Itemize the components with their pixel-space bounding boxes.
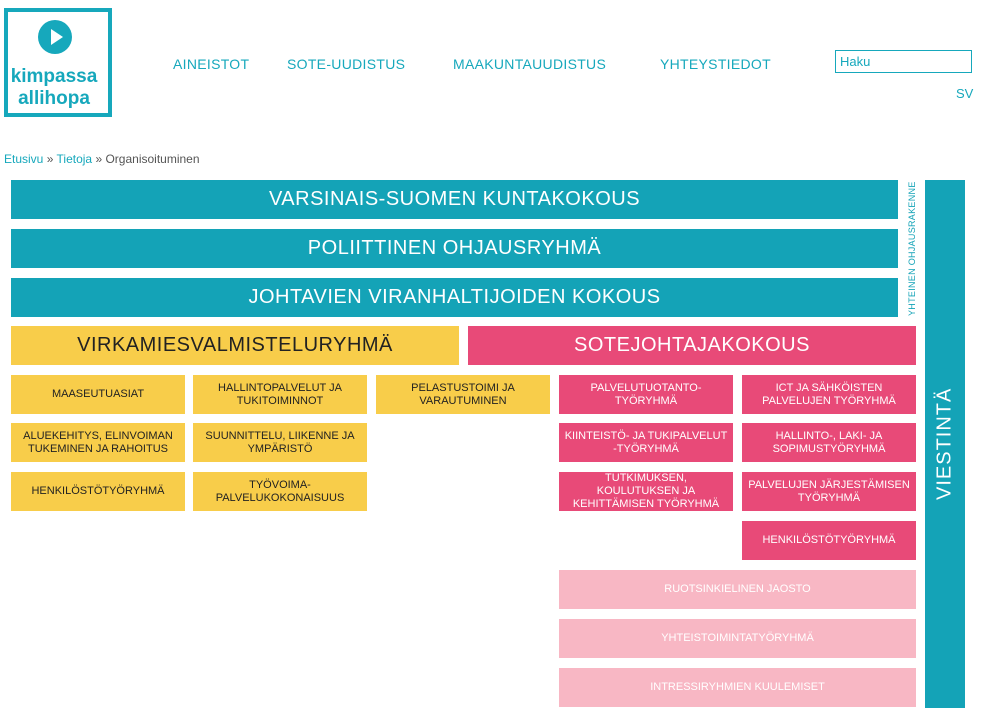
org-group-ict: ICT JA SÄHKÖISTEN PALVELUJEN TYÖRYHMÄ	[742, 375, 916, 414]
breadcrumb-section[interactable]: Tietoja	[56, 152, 93, 166]
org-header-virkamiesvalmisteluryhma: VIRKAMIESVALMISTELURYHMÄ	[11, 326, 459, 365]
breadcrumb-separator: »	[95, 152, 103, 166]
org-box-kuntakokous: VARSINAIS-SUOMEN KUNTAKOKOUS	[11, 180, 898, 219]
org-box-viestinta: VIESTINTÄ	[925, 180, 965, 708]
org-box-poliittinen-ohjausryhma: POLIITTINEN OHJAUSRYHMÄ	[11, 229, 898, 268]
org-row-ruotsinkielinen-jaosto: RUOTSINKIELINEN JAOSTO	[559, 570, 916, 609]
org-group-tyovoimapalvelu: TYÖVOIMA-PALVELUKOKONAISUUS	[193, 472, 367, 511]
org-group-maaseutuasiat: MAASEUTUASIAT	[11, 375, 185, 414]
language-switch-sv[interactable]: SV	[956, 86, 974, 101]
org-group-pelastustoimi: PELASTUSTOIMI JA VARAUTUMINEN	[376, 375, 550, 414]
org-box-johtavien-kokous: JOHTAVIEN VIRANHALTIJOIDEN KOKOUS	[11, 278, 898, 317]
org-group-palvelutuotanto: PALVELUTUOTANTO-TYÖRYHMÄ	[559, 375, 733, 414]
org-group-palvelujen-jarjestaminen: PALVELUJEN JÄRJESTÄMISEN TYÖRYHMÄ	[742, 472, 916, 511]
nav-sote-uudistus[interactable]: SOTE-UUDISTUS	[287, 56, 406, 72]
breadcrumb-separator: »	[46, 152, 54, 166]
org-group-aluekehitys: ALUEKEHITYS, ELINVOIMAN TUKEMINEN JA RAHOITUS	[11, 423, 185, 462]
org-row-intressiryhmien-kuulemiset: INTRESSIRYHMIEN KUULEMISET	[559, 668, 916, 707]
org-header-sotejohtajakokous: SOTEJOHTAJAKOKOUS	[468, 326, 916, 365]
search-input[interactable]	[835, 50, 972, 73]
logo-text-line1: kimpassa	[10, 66, 98, 87]
org-group-kiinteisto: KIINTEISTÖ- JA TUKIPALVELUT -TYÖRYHMÄ	[559, 423, 733, 462]
org-group-hallinto-laki: HALLINTO-, LAKI- JA SOPIMUSTYÖRYHMÄ	[742, 423, 916, 462]
org-group-hallintopalvelut: HALLINTOPALVELUT JA TUKITOIMINNOT	[193, 375, 367, 414]
org-group-henkilostotyoryhma-left: HENKILÖSTÖTYÖRYHMÄ	[11, 472, 185, 511]
nav-yhteystiedot[interactable]: YHTEYSTIEDOT	[660, 56, 771, 72]
nav-maakuntauudistus[interactable]: MAAKUNTAUUDISTUS	[453, 56, 607, 72]
side-label-yhteinen-ohjausrakenne: YHTEINEN OHJAUSRAKENNE	[907, 181, 917, 316]
nav-aineistot[interactable]: AINEISTOT	[173, 56, 250, 72]
breadcrumb	[4, 152, 200, 166]
play-triangle	[51, 29, 63, 45]
org-row-yhteistoimintatyoryhma: YHTEISTOIMINTATYÖRYHMÄ	[559, 619, 916, 658]
breadcrumb-home[interactable]: Etusivu	[4, 152, 44, 166]
org-group-tutkimus: TUTKIMUKSEN, KOULUTUKSEN JA KEHITTÄMISEN TYÖRYHMÄ	[559, 472, 733, 511]
breadcrumb-current: Organisoituminen	[105, 152, 200, 166]
org-group-suunnittelu: SUUNNITTELU, LIIKENNE JA YMPÄRISTÖ	[193, 423, 367, 462]
org-group-henkilostotyoryhma-right: HENKILÖSTÖTYÖRYHMÄ	[742, 521, 916, 560]
logo-text-line2: allihopa	[18, 88, 90, 109]
